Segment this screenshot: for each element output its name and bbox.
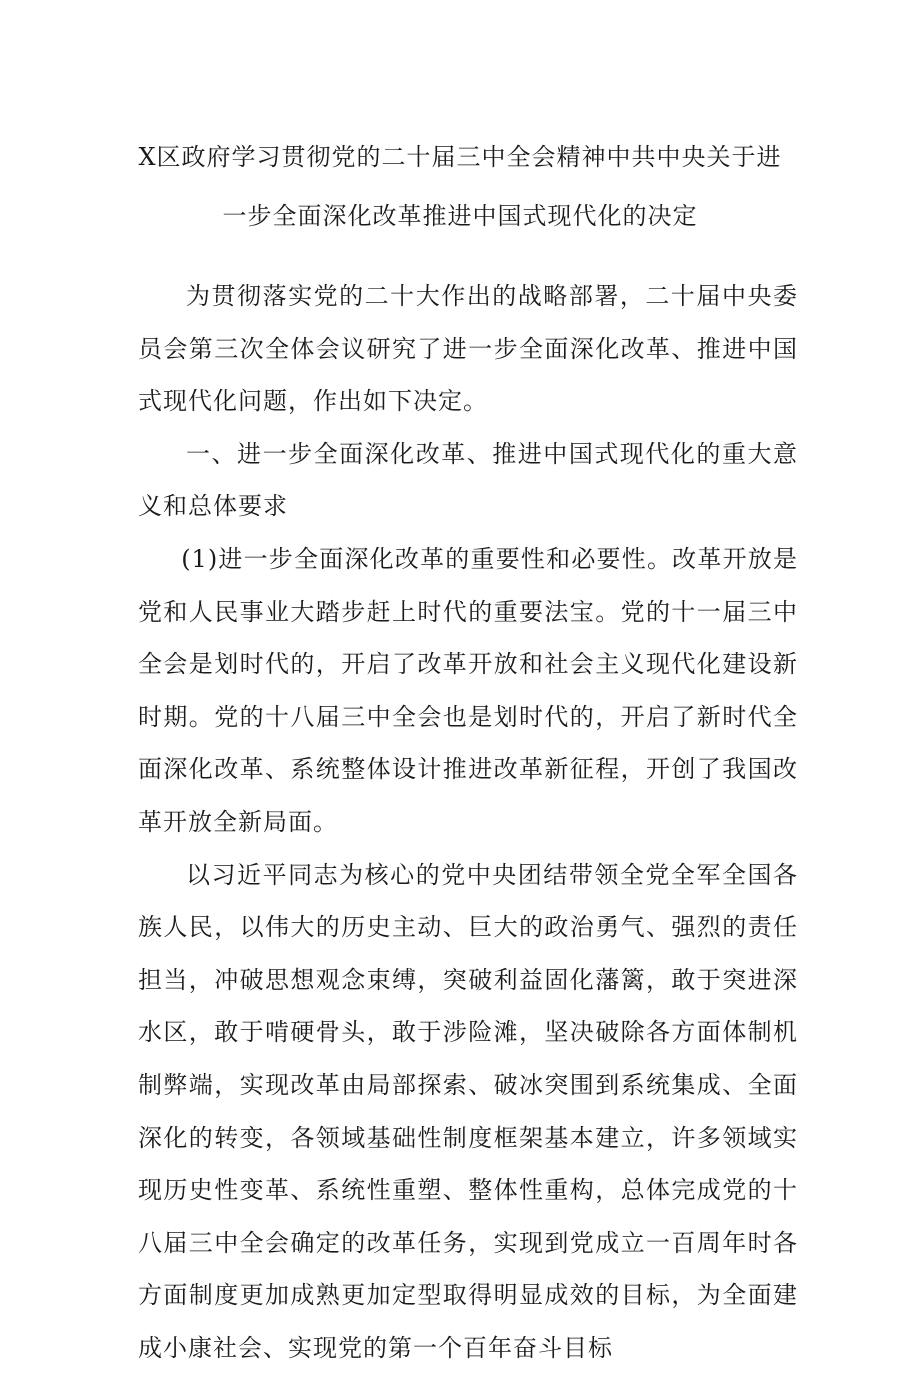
document-body	[138, 270, 798, 1374]
paragraph-item-1: (1)进一步全面深化改革的重要性和必要性。改革开放是党和人民事业大踏步赶上时代的重要法宝。党的十一届三中全会是划时代的，开启了改革开放和社会主义现代化建设新时期。党的十八届三中全会也是划时代的，开启了新时代全面深化改革、系统整体设计推进改革新征程，开创了我国改革开放全新局面。	[138, 544, 798, 836]
document-title-line-1: X区政府学习贯彻党的二十届三中全会精神中共中央关于进	[138, 143, 782, 171]
paragraph-intro: 为贯彻落实党的二十大作出的战略部署，二十届中央委员会第三次全体会议研究了进一步全面深化改革、推进中国式现代化问题，作出如下决定。	[138, 282, 798, 416]
paragraph-body: 以习近平同志为核心的党中央团结带领全党全军全国各族人民，以伟大的历史主动、巨大的政治勇气、强烈的责任担当，冲破思想观念束缚，突破利益固化藩篱，敢于突进深水区，敢于啃硬骨头，敢于涉险滩，坚决破除各方面体制机制弊端，实现改革由局部探索、破冰突围到系统集成、全面深化的转变，各领域基础性制度框架基本建立，许多领域实现历史性变革、系统性重塑、整体性重构，总体完成党的十八届三中全会确定的改革任务，实现到党成立一百周年时各方面制度更加成熟更加定型取得明显成效的目标，为全面建成小康社会、实现党的第一个百年奋斗目标	[138, 860, 798, 1362]
section-heading-1: 一、进一步全面深化改革、推进中国式现代化的重大意义和总体要求	[138, 439, 798, 521]
document-title-line-2: 一步全面深化改革推进中国式现代化的决定	[222, 202, 698, 230]
